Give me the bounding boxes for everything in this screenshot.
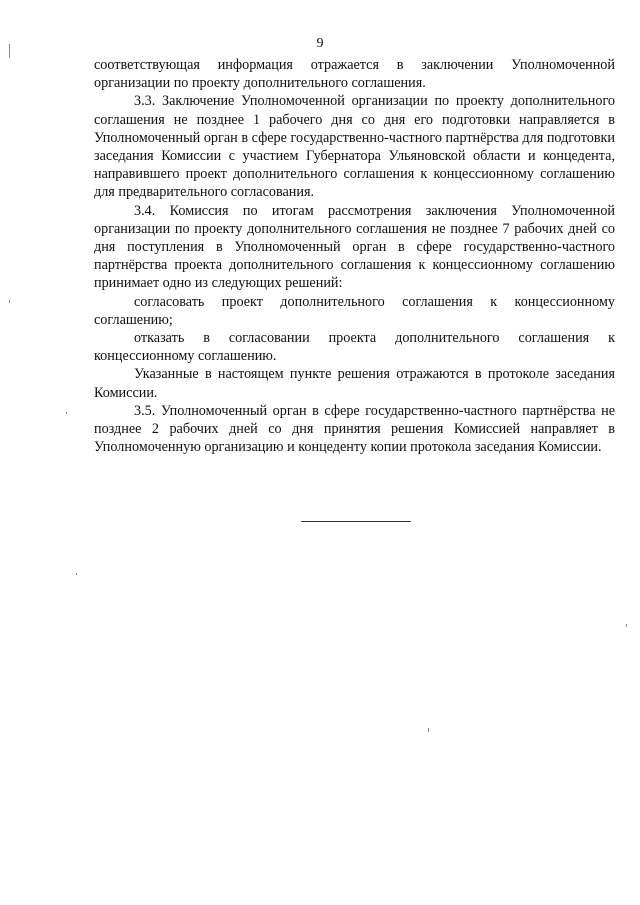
scan-speck (76, 573, 77, 575)
option-refuse: отказать в согласовании проекта дополнительного соглашения к концессионному соглашению. (94, 330, 615, 365)
page-number: 9 (316, 36, 324, 51)
scan-speck (9, 44, 10, 58)
scan-speck (66, 412, 67, 414)
paragraph-continuation: соответствующая информация отражается в заключении Уполномоченной организации по проекту дополнительного соглашения. (94, 57, 615, 92)
paragraph-3-3: 3.3. Заключение Уполномоченной организации по проекту дополнительного соглашения не позднее 1 рабочего дня со дня его подготовки направляется в Уполномоченный орган в сфере государственно-частного партнёрства для подготовки заседания Комиссии с участием Губернатора Ульяновской области и концедента, направившего проект дополнительного соглашения к концессионному соглашению для предварительного согласования. (94, 93, 615, 201)
paragraph-3-4: 3.4. Комиссия по итогам рассмотрения заключения Уполномоченной организации по проекту дополнительного соглашения не позднее 7 рабочих дней со дня поступления в Уполномоченный орган в сфере государственно-частного партнёрства проекта дополнительного соглашения к концессионному соглашению принимает одно из следующих решений: (94, 202, 615, 292)
scan-speck (626, 624, 627, 627)
end-separator-line (301, 521, 411, 522)
paragraph-3-5: 3.5. Уполномоченный орган в сфере государственно-частного партнёрства не позднее 2 рабочих дней со дня принятия решения Комиссией направляет в Уполномоченную организацию и концеденту копии протокола заседания Комиссии. (94, 402, 615, 456)
paragraph-decisions-recorded: Указанные в настоящем пункте решения отражаются в протоколе заседания Комиссии. (94, 366, 615, 401)
scan-speck (428, 728, 429, 732)
document-body (94, 56, 615, 456)
scan-speck (9, 300, 10, 303)
option-approve: согласовать проект дополнительного соглашения к концессионному соглашению; (94, 293, 615, 328)
